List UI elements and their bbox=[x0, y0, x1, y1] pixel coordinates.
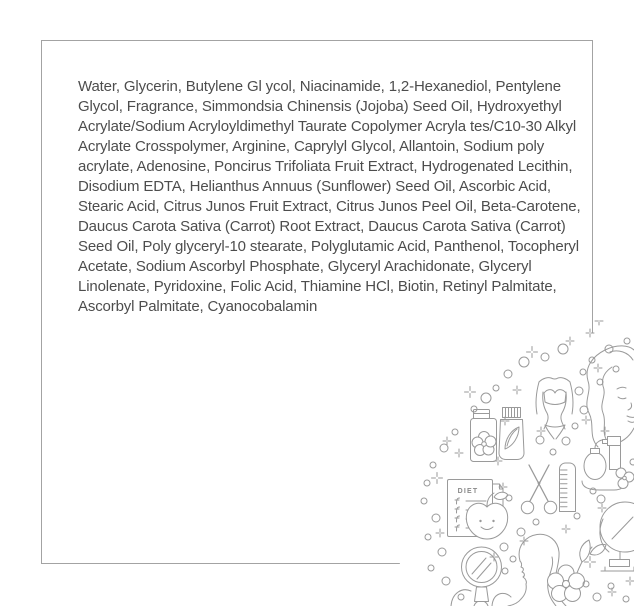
diet-label: DIET bbox=[457, 488, 479, 495]
ingredients-line: Acrylate Crosspolymer, Arginine, Caprylyl Glycol, Allantoin, Sodium poly bbox=[78, 138, 545, 155]
ingredients-line: Seed Oil, Poly glyceryl-10 stearate, Polyglutamic Acid, Panthenol, Tocopheryl bbox=[78, 238, 579, 255]
ingredients-line: Acetate, Sodium Ascorbyl Phosphate, Glyceryl Arachidonate, Glyceryl bbox=[78, 258, 532, 275]
ingredients-line: Stearic Acid, Citrus Junos Fruit Extract, Citrus Junos Peel Oil, Beta-Carotene, bbox=[78, 198, 581, 215]
ingredients-line: Ascorbyl Palmitate, Cyanocobalamin bbox=[78, 298, 318, 315]
ingredients-line: Glycol, Fragrance, Simmondsia Chinensis (Jojoba) Seed Oil, Hydroxyethyl bbox=[78, 98, 562, 115]
beauty-icons-pattern bbox=[330, 320, 634, 606]
ingredients-paragraph bbox=[78, 77, 581, 317]
cosmetic-tube-icon bbox=[499, 408, 524, 460]
ingredients-line: Water, Glycerin, Butylene Gl ycol, Niacinamide, 1,2-Hexanediol, Pentylene bbox=[78, 78, 561, 95]
ingredients-line: Acrylate/Sodium Acryloyldimethyl Taurate Copolymer Acryla tes/C10-30 Alkyl bbox=[78, 118, 576, 135]
ingredients-line: acrylate, Adenosine, Poncirus Trifoliata Fruit Extract, Hydrogenated Lecithin, bbox=[78, 158, 573, 175]
comb-icon bbox=[560, 463, 576, 512]
ingredients-line: Disodium EDTA, Helianthus Annuus (Sunflower) Seed Oil, Ascorbic Acid, bbox=[78, 178, 551, 195]
ingredients-line: Daucus Carota Sativa (Carrot) Root Extract, Daucus Carota Sativa (Carrot) bbox=[78, 218, 566, 235]
ingredients-line: Linolenate, Pyridoxine, Folic Acid, Thiamine HCl, Biotin, Retinyl Palmitate, bbox=[78, 278, 557, 295]
